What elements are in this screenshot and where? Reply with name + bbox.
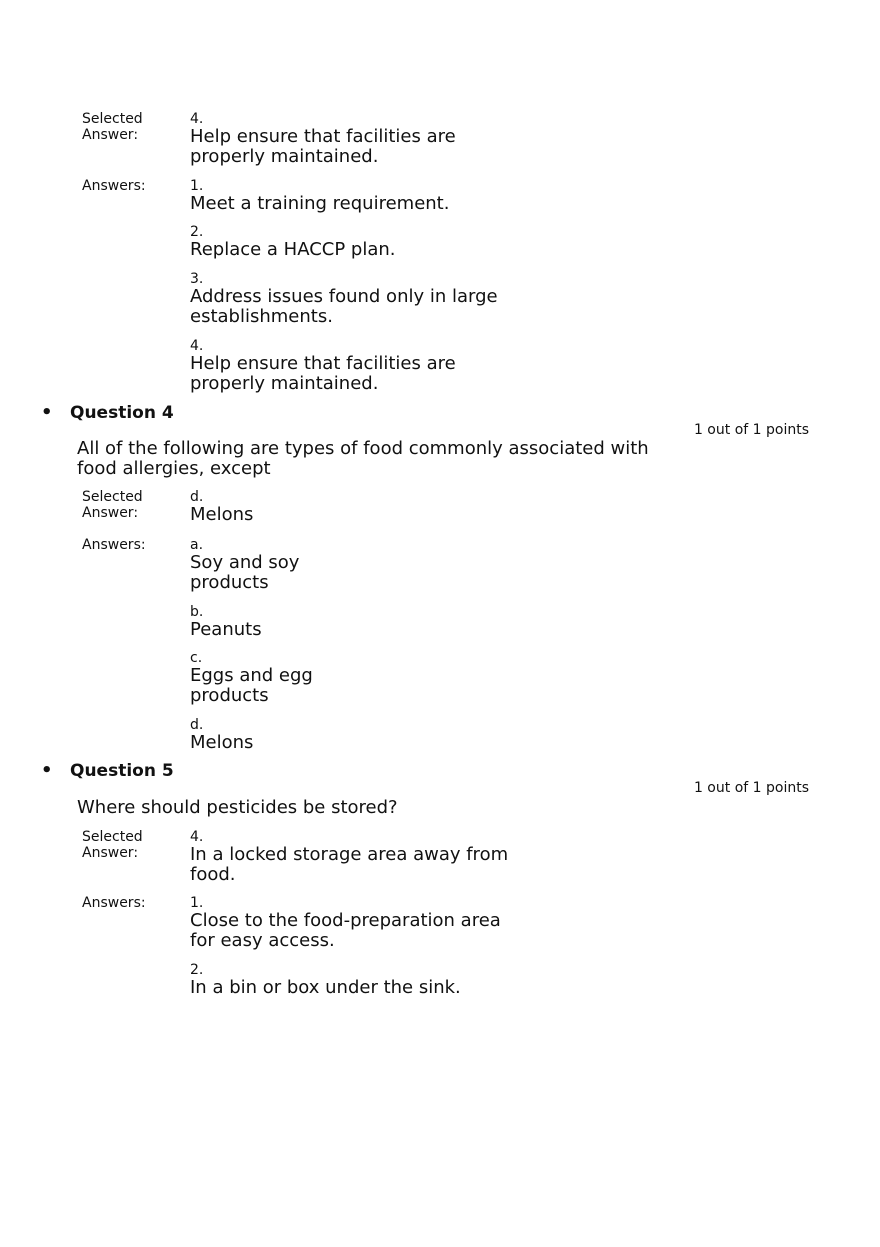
option-text: Meet a training requirement. [190, 193, 450, 214]
selected-answer-label: Selected Answer: [82, 829, 143, 861]
answer-option [190, 604, 320, 640]
selected-answer [190, 111, 535, 167]
selected-answer-label: Selected Answer: [82, 489, 143, 521]
option-number: d. [190, 489, 204, 505]
question-title: Question 5 [70, 761, 174, 781]
option-text: In a locked storage area away from food. [190, 844, 509, 885]
answers-label: Answers: [82, 178, 146, 194]
answer-option [190, 224, 535, 260]
bullet-icon: • [41, 402, 53, 423]
selected-answer [190, 489, 550, 525]
option-text: Eggs and egg products [190, 665, 313, 706]
question-text: Where should pesticides be stored? [77, 797, 398, 818]
selected-answer-label: Selected Answer: [82, 111, 143, 143]
question-title: Question 4 [70, 403, 174, 423]
option-number: 4. [190, 338, 204, 354]
option-text: Replace a HACCP plan. [190, 239, 396, 260]
selected-answer [190, 829, 510, 885]
option-text: Help ensure that facilities are properly maintained. [190, 353, 456, 394]
answer-option [190, 962, 530, 998]
question-text: All of the following are types of food commonly associated with food allergies, except [77, 438, 649, 479]
option-number: 4. [190, 111, 204, 127]
answer-option [190, 895, 530, 951]
option-number: 4. [190, 829, 204, 845]
answer-option [190, 650, 320, 706]
option-text: Help ensure that facilities are properly maintained. [190, 126, 456, 167]
option-text: Address issues found only in large establishments. [190, 286, 498, 327]
option-text: Melons [190, 732, 254, 753]
answer-option [190, 717, 320, 753]
option-number: 3. [190, 271, 204, 287]
answer-option [190, 271, 500, 327]
option-number: 1. [190, 178, 204, 194]
option-number: a. [190, 537, 204, 553]
option-text: Close to the food-preparation area for easy access. [190, 910, 501, 951]
option-text: Peanuts [190, 619, 262, 640]
option-text: Soy and soy products [190, 552, 300, 593]
option-number: 2. [190, 962, 204, 978]
answers-label: Answers: [82, 895, 146, 911]
option-text: In a bin or box under the sink. [190, 977, 461, 998]
option-number: c. [190, 650, 203, 666]
option-number: d. [190, 717, 204, 733]
answer-option [190, 338, 535, 394]
option-number: b. [190, 604, 204, 620]
points-label: 1 out of 1 points [693, 422, 809, 438]
option-text: Melons [190, 504, 254, 525]
answers-label: Answers: [82, 537, 146, 553]
bullet-icon: • [41, 760, 53, 781]
option-number: 2. [190, 224, 204, 240]
option-number: 1. [190, 895, 204, 911]
answer-option [190, 537, 320, 593]
points-label: 1 out of 1 points [693, 780, 809, 796]
answer-option [190, 178, 535, 214]
